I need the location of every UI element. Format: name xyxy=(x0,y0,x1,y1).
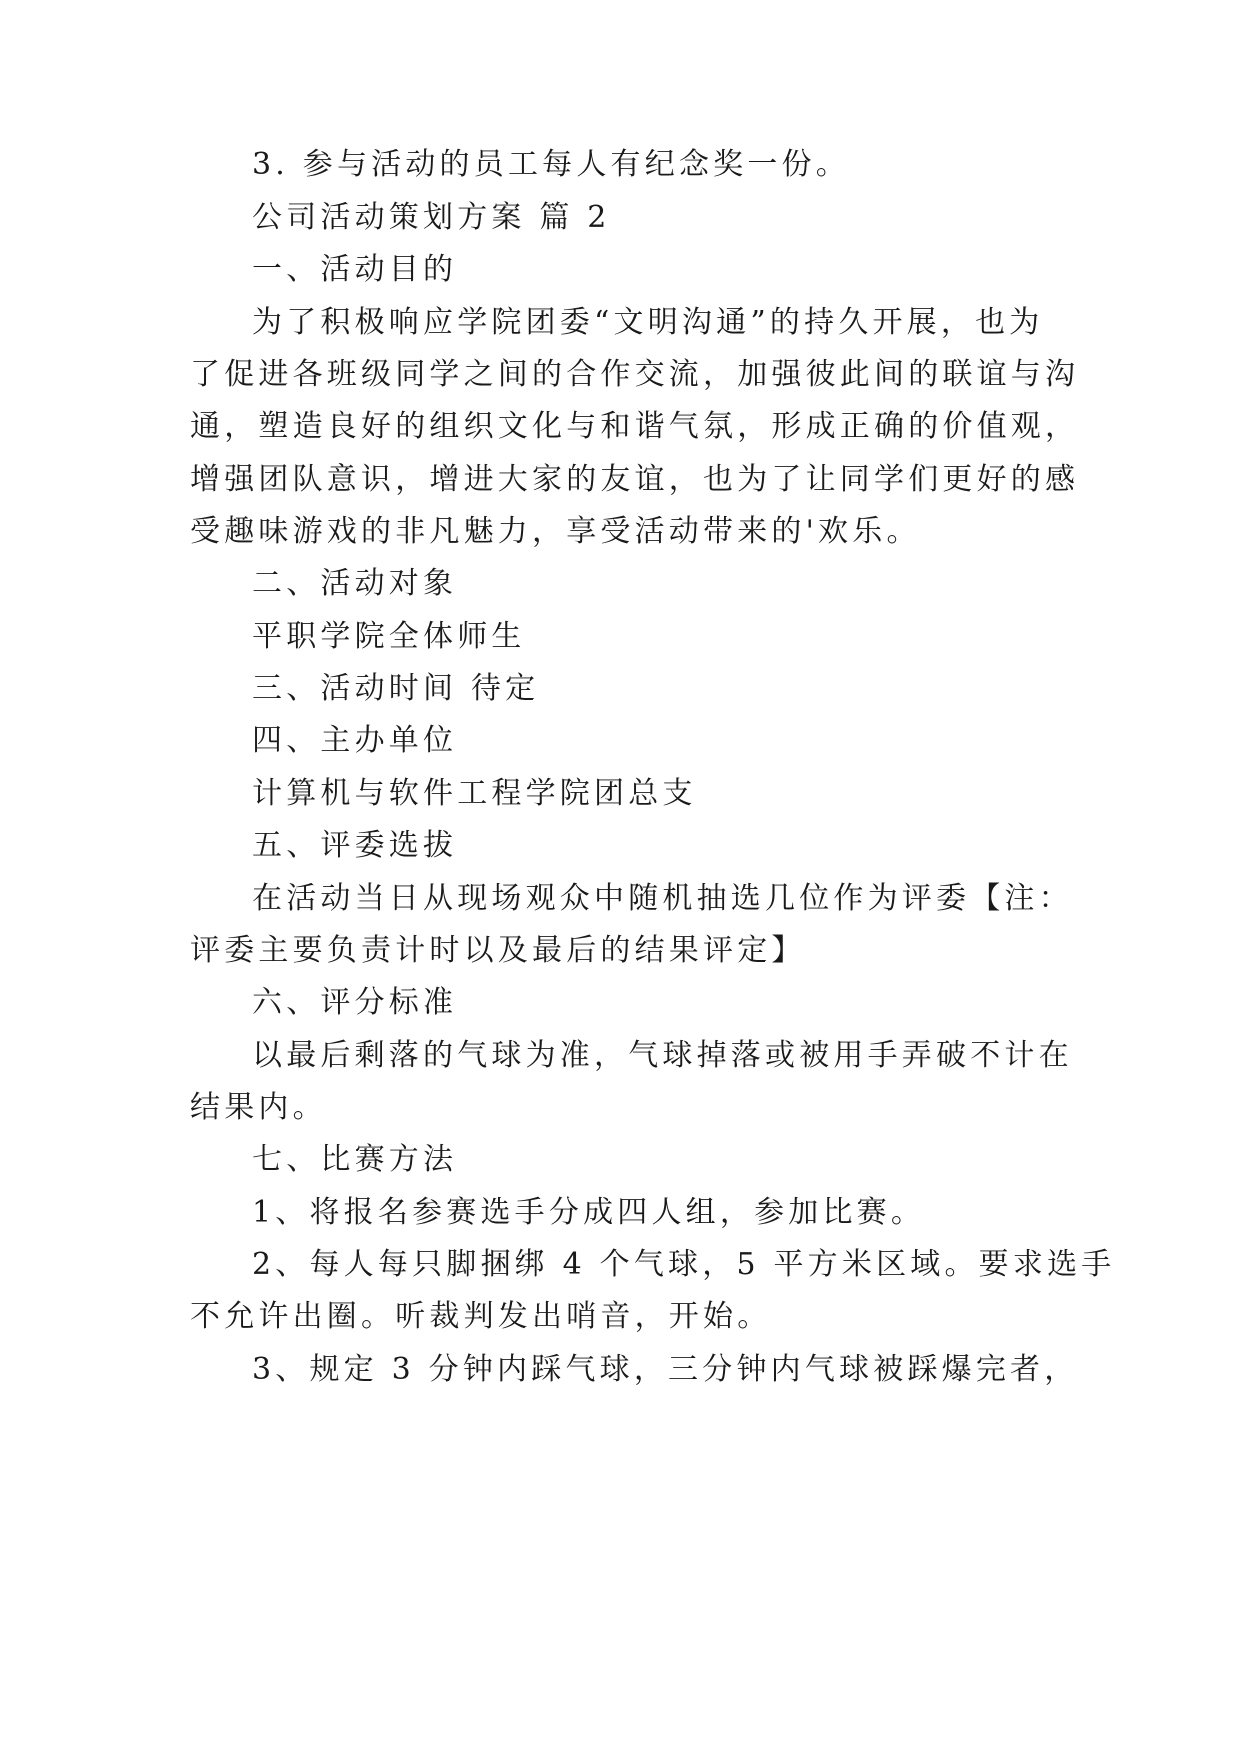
paragraph-line: 不允许出圈。听裁判发出哨音，开始。 xyxy=(190,1299,772,1334)
heading-activity-target: 二、活动对象 xyxy=(252,566,458,601)
section-title: 公司活动策划方案 篇 2 xyxy=(252,200,611,235)
paragraph-line: 评委主要负责计时以及最后的结果评定】 xyxy=(190,933,806,968)
list-item: 2、每人每只脚捆绑 4 个气球，5 平方米区域。要求选手 xyxy=(252,1247,1116,1282)
paragraph-line: 平职学院全体师生 xyxy=(252,619,526,654)
list-item: 1、将报名参赛选手分成四人组，参加比赛。 xyxy=(252,1195,926,1230)
paragraph-line: 结果内。 xyxy=(190,1090,327,1125)
heading-activity-time: 三、活动时间 待定 xyxy=(252,671,540,706)
paragraph-line: 计算机与软件工程学院团总支 xyxy=(252,776,697,811)
paragraph-line: 了促进各班级同学之间的合作交流，加强彼此间的联谊与沟 xyxy=(190,357,1080,392)
paragraph-line: 通，塑造良好的组织文化与和谐气氛，形成正确的价值观， xyxy=(190,409,1080,444)
paragraph-line: 为了积极响应学院团委“文明沟通”的持久开展，也为 xyxy=(252,305,1044,340)
paragraph-line: 增强团队意识，增进大家的友谊，也为了让同学们更好的感 xyxy=(190,462,1080,497)
heading-scoring-criteria: 六、评分标准 xyxy=(252,985,458,1020)
paragraph-line: 以最后剩落的气球为准，气球掉落或被用手弄破不计在 xyxy=(252,1038,1073,1073)
list-item-commemorative-prize: 3. 参与活动的员工每人有纪念奖一份。 xyxy=(252,147,850,182)
paragraph-line: 在活动当日从现场观众中随机抽选几位作为评委【注： xyxy=(252,881,1073,916)
heading-competition-method: 七、比赛方法 xyxy=(252,1142,458,1177)
heading-judge-selection: 五、评委选拔 xyxy=(252,828,458,863)
paragraph-line: 受趣味游戏的非凡魅力，享受活动带来的'欢乐。 xyxy=(190,514,921,549)
list-item: 3、规定 3 分钟内踩气球，三分钟内气球被踩爆完者， xyxy=(252,1352,1079,1387)
heading-activity-purpose: 一、活动目的 xyxy=(252,252,458,287)
heading-organizer: 四、主办单位 xyxy=(252,723,458,758)
